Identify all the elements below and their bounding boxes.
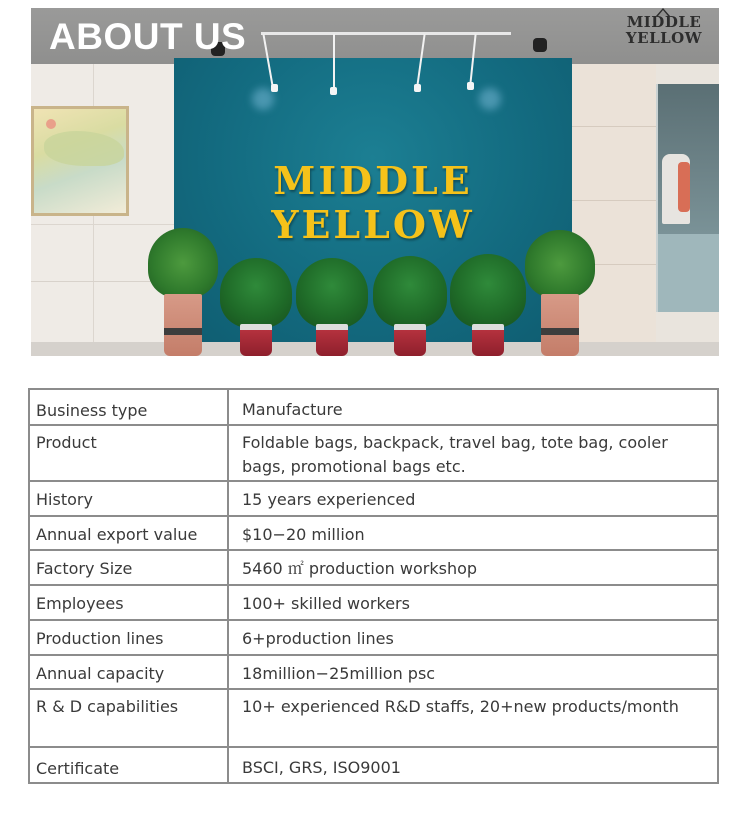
row-label: R & D capabilities (36, 697, 179, 716)
row-value: 18million−25million psc (242, 664, 436, 683)
logo-line-1: MIDDLE (626, 13, 702, 31)
page-title: ABOUT US (49, 16, 247, 57)
row-value: BSCI, GRS, ISO9001 (242, 758, 401, 777)
potted-plant (297, 258, 367, 356)
row-label: Annual capacity (36, 664, 165, 683)
house-roof-icon (656, 8, 670, 16)
spotlight-icon (271, 84, 278, 92)
spotlight-icon (330, 87, 337, 95)
row-label: Factory Size (36, 559, 133, 578)
landscape-painting (31, 106, 129, 216)
potted-plant (451, 254, 525, 356)
row-value: 10+ experienced R&D staffs, 20+new products/month (242, 697, 679, 716)
potted-plant (221, 258, 291, 356)
table-row (29, 655, 718, 689)
table-row (29, 516, 718, 550)
row-label: Production lines (36, 629, 164, 648)
ceiling-lamp (533, 38, 547, 52)
table-row (29, 389, 718, 425)
row-label: Business type (36, 401, 148, 420)
table-row (29, 481, 718, 516)
company-info-table (28, 388, 719, 784)
spotlight-icon (414, 84, 421, 92)
potted-plant (374, 256, 446, 356)
about-us-photo (31, 8, 719, 356)
glass-window (656, 84, 719, 312)
row-label: Product (36, 433, 97, 452)
brand-logo (624, 14, 704, 46)
table-row (29, 747, 718, 783)
row-value: $10−20 million (242, 525, 365, 544)
table-row (29, 550, 718, 585)
row-value: 5460 ㎡ production workshop (242, 559, 478, 578)
row-label: Annual export value (36, 525, 198, 544)
company-sign (174, 159, 572, 247)
row-value: 6+production lines (242, 629, 394, 648)
row-label: Certificate (36, 759, 120, 778)
row-value: Foldable bags, backpack, travel bag, tote bag, cooler bags, promotional bags etc. (242, 433, 668, 476)
sign-line-2: YELLOW (271, 202, 475, 247)
row-label: Employees (36, 594, 124, 613)
table-row (29, 585, 718, 620)
table-row (29, 689, 718, 747)
sign-line-1: MIDDLE (273, 158, 473, 203)
table-row (29, 620, 718, 655)
row-value: 15 years experienced (242, 490, 416, 509)
potted-plant (151, 228, 215, 356)
spotlight-icon (467, 82, 474, 90)
row-value: 100+ skilled workers (242, 594, 410, 613)
potted-plant (527, 230, 593, 356)
row-value: Manufacture (242, 400, 343, 419)
row-label: History (36, 490, 93, 509)
table-row (29, 425, 718, 481)
logo-line-2: YELLOW (625, 29, 703, 47)
